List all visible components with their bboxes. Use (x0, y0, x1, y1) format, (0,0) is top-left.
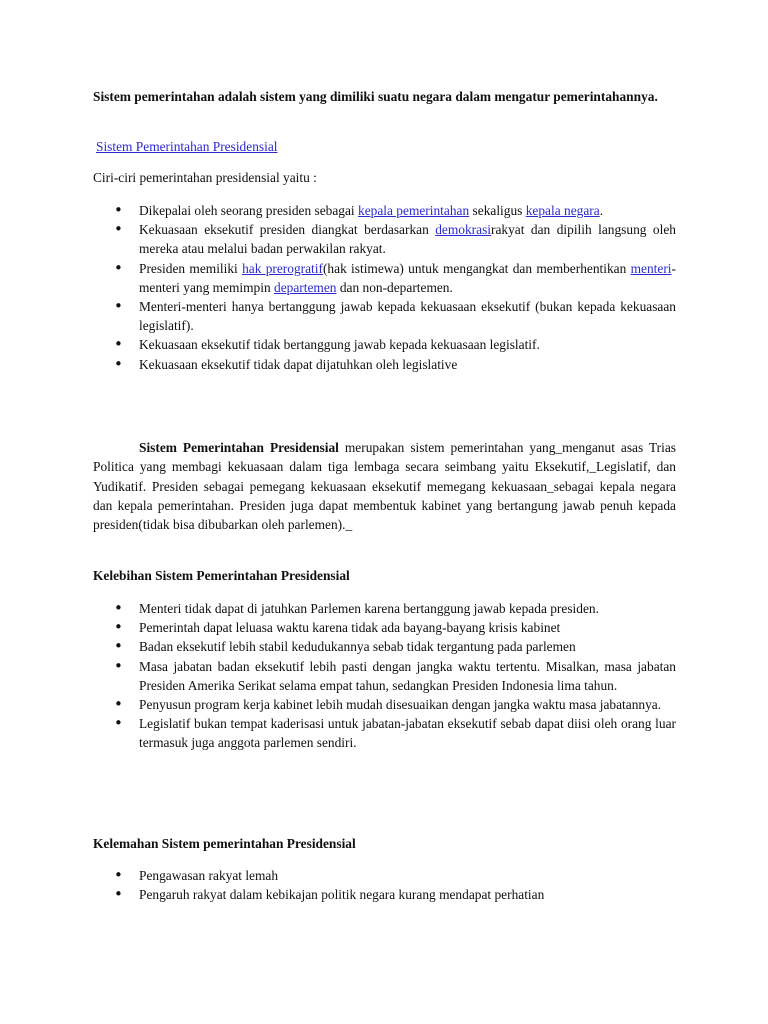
ciri-list (93, 201, 676, 374)
kelemahan-list (93, 866, 676, 904)
list-item: • Masa jabatan badan eksekutif lebih pasti dengan jangka waktu tertentu. Misalkan, masa jabatan Presiden Amerika Serikat selama empat tahun, sedangkan Presiden Indonesia lima tahun. (93, 657, 676, 695)
list-item: • Penyusun program kerja kabinet lebih mudah disesuaikan dengan jangka waktu masa jabatannya. (93, 695, 676, 714)
departemen-link[interactable]: departemen (274, 279, 337, 295)
list-item: • Badan eksekutif lebih stabil kedudukannya sebab tidak tergantung pada parlemen (93, 637, 676, 656)
list-item: • Kekuasaan eksekutif tidak bertanggung jawab kepada kekuasaan legislatif. (93, 335, 676, 354)
body-paragraph (93, 438, 676, 534)
list-item: • Dikepalai oleh seorang presiden sebagai kepala pemerintahan sekaligus kepala negara. (93, 201, 676, 220)
kepala-negara-link[interactable]: kepala negara (525, 203, 600, 218)
paragraph-bold-term: Sistem Pemerintahan Presidensial (139, 440, 339, 455)
list-item: • Pengaruh rakyat dalam kebikajan politik negara kurang mendapat perhatian (93, 885, 676, 904)
ciri-label: Ciri-ciri pemerintahan presidensial yaitu : (93, 170, 317, 185)
paragraph-text: merupakan sistem pemerintahan yang_menganut asas Trias Politica yang membagi kekuasaan dalam tiga lembaga secara seimbang yaitu Eksekutif,_Legislatif, dan Yudikatif. Presiden sebagai pemegang kekuasaan eksekutif memegang kekuasaan_sebagai kepala negara dan kepala pemerintahan. Presiden juga dapat membentuk kabinet yang bertangung jawab penuh kepada presiden(tidak bisa dibubarkan oleh parlemen)._ (93, 440, 676, 533)
list-item: • Menteri tidak dapat di jatuhkan Parlemen karena bertanggung jawab kepada presiden. (93, 599, 676, 618)
kelebihan-list (93, 599, 676, 753)
list-item: • Pengawasan rakyat lemah (93, 866, 676, 885)
list-item: • Menteri-menteri hanya bertanggung jawab kepada kekuasaan eksekutif (bukan kepada kekuasaan legislatif). (93, 297, 676, 335)
sistem-presidensial-link[interactable]: Sistem Pemerintahan Presidensial (96, 139, 278, 154)
list-item: • Kekuasaan eksekutif tidak dapat dijatuhkan oleh legislative (93, 355, 676, 374)
hak-prerogratif-link[interactable]: hak prerogratif (242, 260, 323, 276)
kelemahan-heading: Kelemahan Sistem pemerintahan Presidensial (93, 836, 356, 851)
list-item: • Presiden memiliki hak prerogratif(hak istimewa) untuk mengangkat dan memberhentikan menteri-menteri yang memimpin departemen dan non-departemen. (93, 259, 676, 297)
kelebihan-heading: Kelebihan Sistem Pemerintahan Presidensial (93, 568, 350, 583)
kepala-pemerintahan-link[interactable]: kepala pemerintahan (358, 203, 470, 218)
title-link-line (96, 137, 679, 157)
menteri-link[interactable]: menteri (630, 260, 672, 276)
list-item: • Pemerintah dapat leluasa waktu karena tidak ada bayang-bayang krisis kabinet (93, 618, 676, 637)
list-item: • Legislatif bukan tempat kaderisasi untuk jabatan-jabatan eksekutif sebab dapat diisi oleh orang luar termasuk juga anggota parlemen sendiri. (93, 714, 676, 752)
demokrasi-link[interactable]: demokrasi (435, 222, 492, 238)
list-item: • Kekuasaan eksekutif presiden diangkat berdasarkan demokrasirakyat dan dipilih langsung oleh mereka atau melalui badan perwakilan rakyat. (93, 220, 676, 258)
intro-text: Sistem pemerintahan adalah sistem yang dimiliki suatu negara dalam mengatur pemerintahannya. (93, 89, 658, 104)
